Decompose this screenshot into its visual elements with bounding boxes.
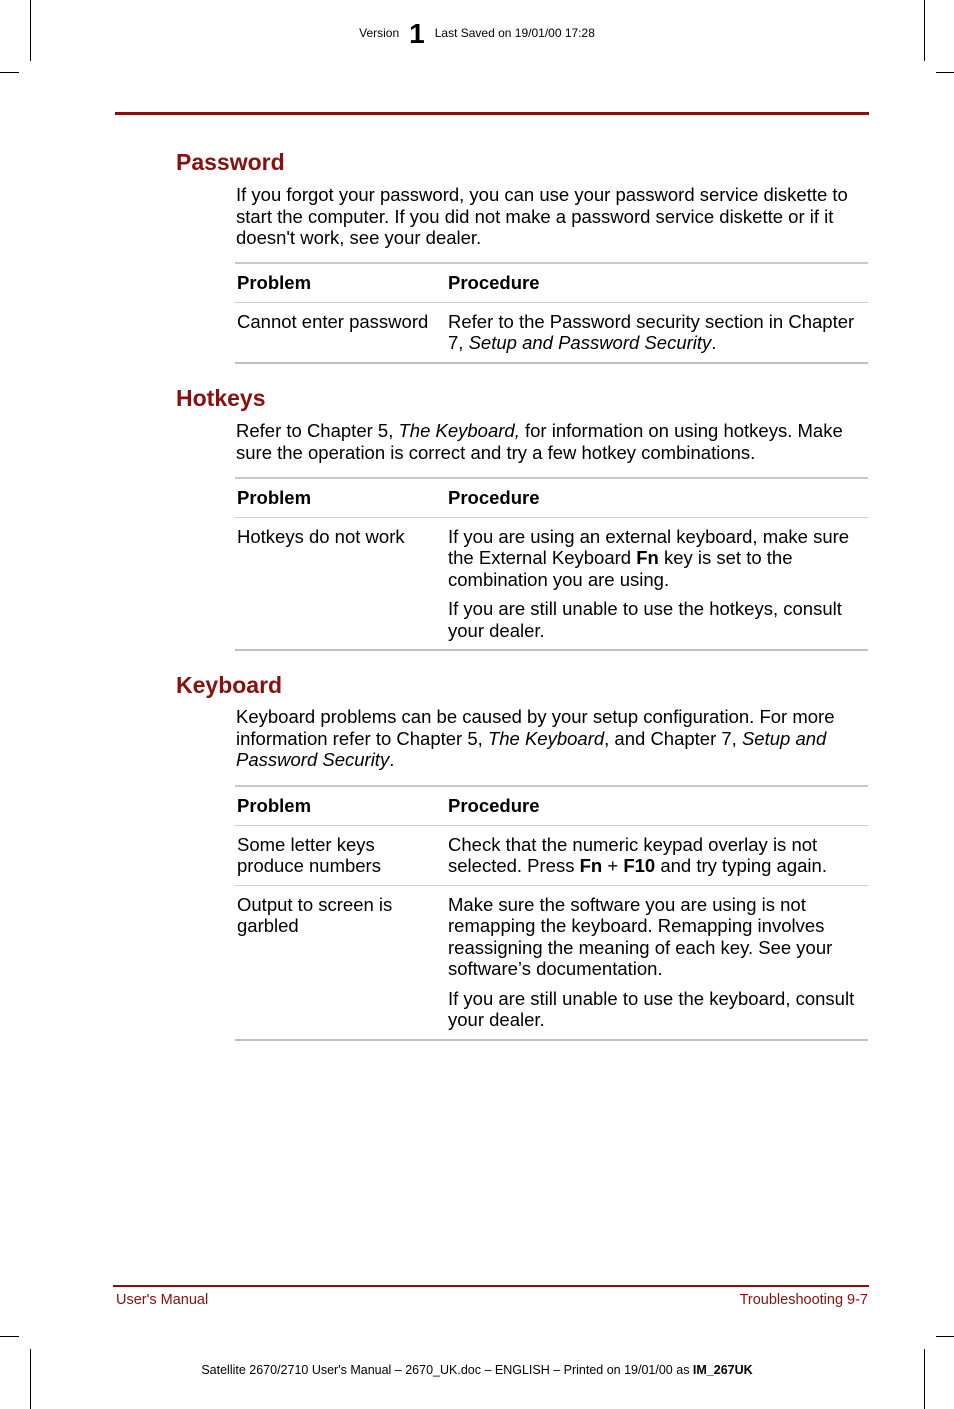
crop-mark — [936, 1336, 954, 1337]
intro-text: . — [389, 749, 395, 770]
table-header-row — [235, 786, 868, 825]
key-name: Fn — [636, 547, 659, 568]
procedure-text: and try typing again. — [655, 855, 827, 876]
col-problem: Problem — [235, 478, 446, 517]
print-code: IM_267UK — [692, 1363, 753, 1377]
password-intro: If you forgot your password, you can use your password service diskette to start the computer. If you did not make a password service diskette or if it doesn't work, see your dealer. — [236, 184, 848, 248]
footer-right: Troubleshooting 9-7 — [739, 1292, 868, 1308]
problem-cell: Cannot enter password — [235, 302, 446, 363]
password-table — [235, 262, 868, 364]
procedure-text: + — [602, 855, 624, 876]
table-row — [235, 885, 868, 1040]
procedure-text: Check that the numeric keypad overlay is not selected. Press — [448, 833, 818, 876]
section-title-keyboard: Keyboard — [176, 672, 283, 698]
print-info-text: Satellite 2670/2710 User's Manual – 2670_UK.doc – ENGLISH – Printed on 19/01/00 as — [201, 1363, 693, 1377]
chapter-reference: Setup and Password Security — [236, 727, 827, 770]
table-header-row — [235, 263, 868, 302]
col-procedure: Procedure — [446, 263, 868, 302]
problem-cell: Some letter keys produce numbers — [235, 825, 446, 885]
crop-mark — [924, 1349, 925, 1409]
procedure-text: If you are still unable to use the hotkeys, consult your dealer. — [448, 598, 842, 641]
section-title-hotkeys: Hotkeys — [176, 385, 266, 411]
print-info — [0, 1363, 954, 1377]
crop-mark — [936, 72, 954, 73]
problem-cell: Hotkeys do not work — [235, 517, 446, 650]
col-problem: Problem — [235, 263, 446, 302]
table-row — [235, 302, 868, 363]
version-label: Version — [359, 26, 400, 40]
table-row — [235, 517, 868, 650]
procedure-cell — [446, 885, 868, 1040]
hotkeys-intro — [236, 420, 872, 463]
top-rule — [115, 112, 869, 115]
intro-text: Keyboard problems can be caused by your setup configuration. For more information refer to Chapter 5, — [236, 706, 835, 749]
version-number: 1 — [409, 18, 425, 49]
footer-rule — [113, 1285, 869, 1287]
problem-cell: Output to screen is garbled — [235, 885, 446, 1040]
hotkeys-table — [235, 477, 868, 651]
chapter-reference: The Keyboard — [487, 727, 605, 749]
procedure-text: Make sure the software you are using is not remapping the keyboard. Remapping involves reassigning the meaning of each key. See your software’s documentation. — [448, 893, 833, 979]
chapter-reference: Setup and Password Security — [468, 332, 712, 353]
procedure-text: If you are using an external keyboard, make sure the External Keyboard — [448, 525, 850, 568]
table-row — [235, 825, 868, 885]
section-title-password: Password — [176, 149, 285, 175]
procedure-text: . — [711, 332, 717, 353]
intro-text: Refer to Chapter 5, — [236, 420, 399, 441]
col-procedure: Procedure — [446, 478, 868, 517]
crop-mark — [0, 72, 19, 73]
procedure-cell — [446, 517, 868, 650]
crop-mark — [30, 1349, 31, 1409]
last-saved: Last Saved on 19/01/00 17:28 — [434, 26, 595, 40]
intro-text: for information on using hotkeys. Make sure the operation is correct and try a few hotkey combinations. — [236, 420, 843, 463]
keyboard-table — [235, 785, 868, 1041]
keyboard-intro — [236, 706, 872, 771]
key-name: Fn — [579, 855, 603, 876]
procedure-text: key is set to the combination you are using. — [448, 547, 793, 590]
procedure-cell — [446, 825, 868, 885]
procedure-text: Refer to the Password security section in Chapter 7, — [448, 310, 855, 353]
col-procedure: Procedure — [446, 786, 868, 825]
footer-left: User's Manual — [116, 1292, 209, 1308]
col-problem: Problem — [235, 786, 446, 825]
procedure-text: If you are still unable to use the keyboard, consult your dealer. — [448, 987, 855, 1030]
key-name: F10 — [623, 855, 656, 876]
table-header-row — [235, 478, 868, 517]
procedure-cell — [446, 302, 868, 363]
chapter-reference: The Keyboard, — [398, 420, 520, 441]
intro-text: , and Chapter 7, — [604, 727, 742, 749]
crop-mark — [0, 1336, 19, 1337]
version-header — [0, 18, 954, 50]
